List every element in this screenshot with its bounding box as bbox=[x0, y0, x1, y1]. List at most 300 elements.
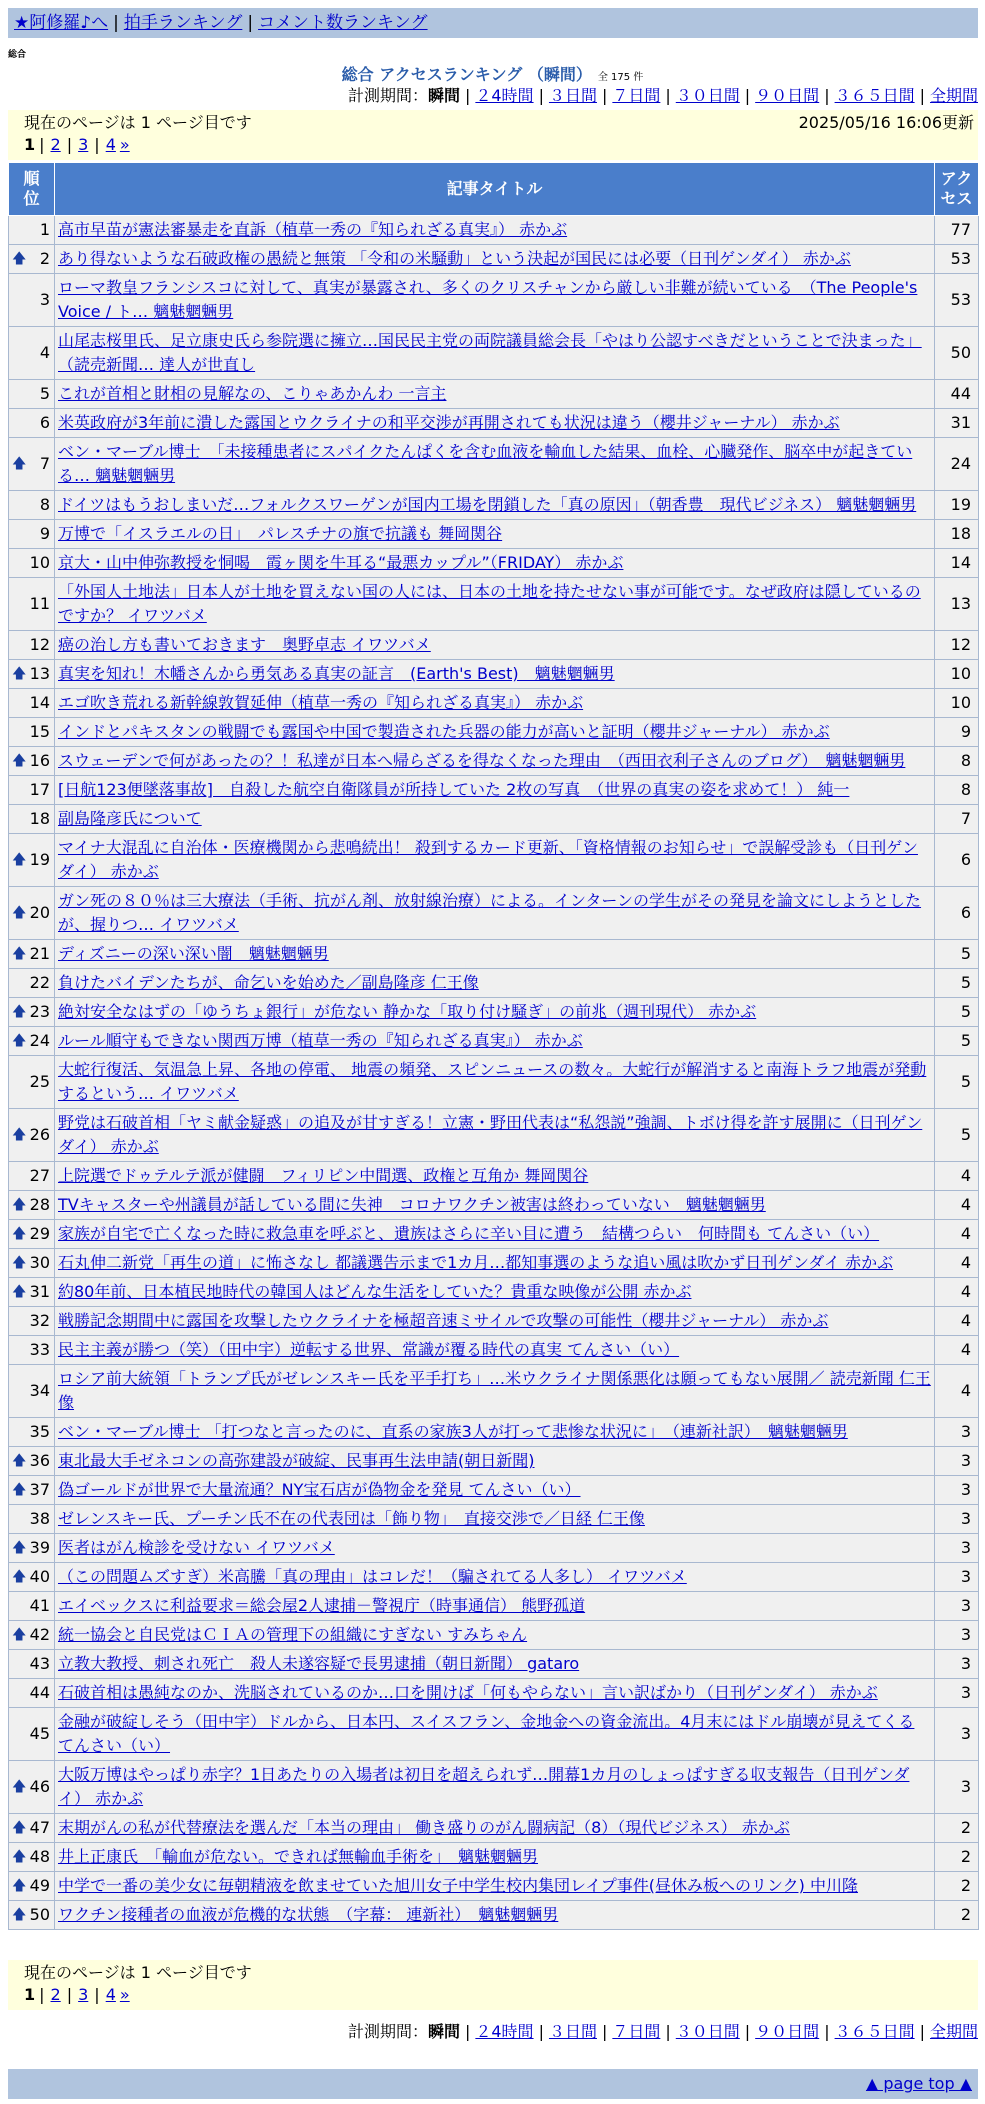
access-count: 19 bbox=[935, 491, 979, 520]
rank-number: 15 bbox=[29, 722, 50, 741]
access-count: 44 bbox=[935, 380, 979, 409]
title-cell bbox=[55, 1278, 935, 1307]
rank-cell bbox=[9, 1027, 55, 1056]
rank-cell bbox=[9, 747, 55, 776]
title-cell bbox=[55, 1901, 935, 1930]
article-link[interactable]: 戦勝記念期間中に露国を攻撃したウクライナを極超音速ミサイルで攻撃の可能性（櫻井ジャーナル） 赤かぶ bbox=[58, 1311, 829, 1330]
up-arrow-icon: 🡅 bbox=[12, 946, 27, 962]
table-row bbox=[9, 1476, 979, 1505]
access-count: 18 bbox=[935, 520, 979, 549]
title-cell bbox=[55, 1761, 935, 1814]
page-top-link[interactable]: ▲ page top ▲ bbox=[865, 2074, 972, 2093]
access-count: 3 bbox=[935, 1708, 979, 1761]
article-link[interactable]: ベン・マーブル博士 「打つなと言ったのに、直系の家族3人が打って悲惨な状況に」 （連新社訳） 魑魅魍魎男 bbox=[58, 1422, 848, 1441]
article-link[interactable]: ゼレンスキー氏、プーチン氏不在の代表団は「飾り物」 直接交渉で／日経 仁王像 bbox=[58, 1509, 645, 1528]
table-row bbox=[9, 1621, 979, 1650]
period-separator: | bbox=[464, 2022, 471, 2041]
access-count: 4 bbox=[935, 1162, 979, 1191]
article-link[interactable]: 大蛇行復活、気温急上昇、各地の停電、 地震の頻発、スピンニュースの数々。大蛇行が解消すると南海トラフ地震が発動するという… イワツバメ bbox=[58, 1060, 927, 1103]
up-arrow-icon: 🡅 bbox=[12, 1540, 27, 1556]
rank-cell bbox=[9, 380, 55, 409]
article-link[interactable]: ベン・マーブル博士 「未接種患者にスパイクたんぱくを含む血液を輸血した結果、血栓、心臓発作、脳卒中が起きている… 魑魅魍魎男 bbox=[58, 442, 913, 485]
article-link[interactable]: ガン死の８０％は三大療法（手術、抗がん剤、放射線治療）による。インターンの学生がその発見を論文にしようとしたが、握りつ… イワツバメ bbox=[58, 891, 922, 934]
access-count: 5 bbox=[935, 998, 979, 1027]
period-option-1[interactable]: ３日間 bbox=[548, 86, 597, 105]
rank-cell bbox=[9, 631, 55, 660]
title-cell bbox=[55, 1336, 935, 1365]
article-link[interactable]: 医者はがん検診を受けない イワツバメ bbox=[58, 1538, 335, 1557]
rank-number: 28 bbox=[29, 1195, 50, 1214]
top-nav-bar bbox=[8, 8, 978, 38]
rank-number: 31 bbox=[29, 1282, 50, 1301]
rank-number: 46 bbox=[29, 1777, 50, 1796]
article-link[interactable]: 万博で「イスラエルの日」 パレスチナの旗で抗議も 舞岡関谷 bbox=[58, 524, 503, 543]
up-arrow-icon: 🡅 bbox=[12, 1004, 27, 1020]
title-header: 記事タイトル bbox=[55, 163, 935, 216]
access-count: 13 bbox=[935, 578, 979, 631]
access-count: 2 bbox=[935, 1872, 979, 1901]
table-row bbox=[9, 409, 979, 438]
rank-number: 42 bbox=[29, 1625, 50, 1644]
period-selector bbox=[348, 2022, 978, 2042]
up-arrow-icon: 🡅 bbox=[12, 1569, 27, 1585]
period-label: 計測期間： bbox=[347, 86, 428, 105]
table-row bbox=[9, 438, 979, 491]
period-option-0[interactable]: ２4時間 bbox=[475, 2022, 534, 2041]
rank-cell bbox=[9, 327, 55, 380]
page-title: 総合 アクセスランキング （瞬間） bbox=[341, 65, 592, 84]
article-link[interactable]: 大阪万博はやっぱり赤字？1日あたりの入場者は初日を超えられず…開幕1カ月のしょっぱすぎる収支報告（日刊ゲンダイ） 赤かぶ bbox=[58, 1765, 910, 1808]
access-count: 5 bbox=[935, 1027, 979, 1056]
table-row bbox=[9, 689, 979, 718]
period-option-2[interactable]: ７日間 bbox=[612, 2022, 661, 2041]
rank-number: 32 bbox=[29, 1311, 50, 1330]
period-separator: | bbox=[744, 2022, 751, 2041]
title-cell bbox=[55, 887, 935, 940]
access-count: 5 bbox=[935, 940, 979, 969]
period-separator: | bbox=[538, 2022, 544, 2041]
article-link[interactable]: 野党は石破首相「ヤミ献金疑惑」の追及が甘すぎる！立憲・野田代表は“私怨説”強調、トボけ得を許す展開に（日刊ゲンダイ） 赤かぶ bbox=[58, 1113, 923, 1156]
rank-cell bbox=[9, 1476, 55, 1505]
rank-number: 13 bbox=[29, 664, 50, 683]
period-option-3[interactable]: ３０日間 bbox=[675, 86, 740, 105]
rank-cell bbox=[9, 887, 55, 940]
nav-separator: | bbox=[113, 13, 119, 33]
title-cell bbox=[55, 578, 935, 631]
rank-cell bbox=[9, 1307, 55, 1336]
access-count: 2 bbox=[935, 1901, 979, 1930]
title-cell bbox=[55, 998, 935, 1027]
table-row bbox=[9, 1592, 979, 1621]
access-count: 77 bbox=[935, 216, 979, 245]
pager-separator: | bbox=[66, 1985, 73, 2004]
rank-cell bbox=[9, 1563, 55, 1592]
article-link[interactable]: あり得ないような石破政権の愚続と無策 「令和の米騒動」という決起が国民には必要（日刊ゲンダイ） 赤かぶ bbox=[58, 249, 851, 268]
title-cell bbox=[55, 438, 935, 491]
period-option-0[interactable]: ２4時間 bbox=[475, 86, 534, 105]
rank-cell bbox=[9, 660, 55, 689]
article-link[interactable]: 金融が破綻しそう（田中宇）ドルから、日本円、スイスフラン、金地金への資金流出。4月末にはドル崩壊が見えてくる てんさい（い） bbox=[58, 1712, 915, 1755]
title-cell bbox=[55, 1679, 935, 1708]
rank-number: 43 bbox=[29, 1654, 50, 1673]
article-link[interactable]: TVキャスターや州議員が話している間に失神 コロナワクチン被害は終わっていない 魑魅魍魎男 bbox=[58, 1195, 766, 1214]
access-count: 2 bbox=[935, 1814, 979, 1843]
page-link-3[interactable]: 3 bbox=[78, 135, 89, 154]
article-link[interactable]: スウェーデンで何があったの？！私達が日本へ帰らざるを得なくなった理由 （西田衣利子さんのブログ） 魑魅魍魎男 bbox=[58, 751, 906, 770]
rank-number: 49 bbox=[29, 1876, 50, 1895]
article-link[interactable]: ローマ教皇フランシスコに対して、真実が暴露され、多くのクリスチャンから厳しい非難が続いている （The People's Voice / ト… 魑魅魍魎男 bbox=[58, 278, 918, 321]
article-link[interactable]: 米英政府が3年前に潰した露国とウクライナの和平交渉が再開されても状況は違う（櫻井ジャーナル） 赤かぶ bbox=[58, 413, 840, 432]
up-arrow-icon: 🡅 bbox=[12, 1033, 27, 1049]
table-header-row bbox=[9, 163, 979, 216]
access-count: 2 bbox=[935, 1843, 979, 1872]
period-option-5[interactable]: ３６５日間 bbox=[834, 2022, 915, 2041]
rank-cell bbox=[9, 969, 55, 998]
table-row bbox=[9, 1708, 979, 1761]
rank-number: 30 bbox=[29, 1253, 50, 1272]
rank-cell bbox=[9, 1843, 55, 1872]
rank-number: 27 bbox=[29, 1166, 50, 1185]
table-row bbox=[9, 1872, 979, 1901]
pager-separator: | bbox=[94, 135, 100, 154]
article-link[interactable]: 山尾志桜里氏、足立康史氏ら参院選に擁立…国民民主党の両院議員総会長「やはり公認すべきだということで決まった」（読売新聞… 達人が世直し bbox=[58, 331, 922, 374]
access-count: 4 bbox=[935, 1336, 979, 1365]
access-count: 6 bbox=[935, 887, 979, 940]
next-page-link[interactable]: » bbox=[119, 135, 130, 154]
table-row bbox=[9, 274, 979, 327]
period-label: 計測期間： bbox=[347, 2022, 428, 2041]
table-row bbox=[9, 1534, 979, 1563]
page-link-4[interactable]: 4 bbox=[105, 135, 116, 154]
title-cell bbox=[55, 969, 935, 998]
period-separator: | bbox=[464, 86, 471, 105]
article-link[interactable]: 上院選でドゥテルテ派が健闘 フィリピン中間選、政権と互角か 舞岡関谷 bbox=[58, 1166, 589, 1185]
table-row bbox=[9, 805, 979, 834]
table-row bbox=[9, 1901, 979, 1930]
article-link[interactable]: 東北最大手ゼネコンの高弥建設が破綻、民事再生法申請(朝日新聞) bbox=[58, 1451, 535, 1470]
rank-number: 29 bbox=[29, 1224, 50, 1243]
period-option-2[interactable]: ７日間 bbox=[612, 86, 661, 105]
rank-cell bbox=[9, 776, 55, 805]
page-info-text: 現在のページは 1 ページ目です bbox=[24, 1963, 252, 1982]
article-link[interactable]: マイナ大混乱に自治体・医療機関から悲鳴続出！ 殺到するカード更新、「資格情報のお知らせ」で誤解受診も（日刊ゲンダイ） 赤かぶ bbox=[58, 838, 918, 881]
rank-number: 14 bbox=[29, 693, 50, 712]
article-link[interactable]: （この問題ムズすぎ）米高騰「真の理由」はコレだ！（騙されてる人多し） イワツバメ bbox=[58, 1567, 687, 1586]
rank-number: 22 bbox=[29, 973, 50, 992]
access-count: 50 bbox=[935, 327, 979, 380]
up-arrow-icon: 🡅 bbox=[12, 1284, 27, 1300]
rank-cell bbox=[9, 998, 55, 1027]
table-row bbox=[9, 747, 979, 776]
rank-number: 7 bbox=[39, 454, 50, 473]
article-link[interactable]: 癌の治し方も書いておきます 奥野卓志 イワツバメ bbox=[58, 635, 431, 654]
period-option-1[interactable]: ３日間 bbox=[548, 2022, 597, 2041]
rank-number: 18 bbox=[29, 809, 50, 828]
access-count: 5 bbox=[935, 1109, 979, 1162]
rank-cell bbox=[9, 718, 55, 747]
article-link[interactable]: 「外国人土地法」日本人が土地を買えない国の人には、日本の土地を持たせない事が可能です。なぜ政府は隠しているのですか？ イワツバメ bbox=[58, 582, 921, 625]
period-option-6[interactable]: 全期間 bbox=[929, 86, 978, 105]
page-info-text: 現在のページは 1 ページ目です bbox=[24, 113, 252, 132]
table-row bbox=[9, 491, 979, 520]
rank-cell bbox=[9, 1505, 55, 1534]
article-link[interactable]: 統一協会と自民党はＣＩＡの管理下の組織にすぎない すみちゃん bbox=[58, 1625, 528, 1644]
title-cell bbox=[55, 631, 935, 660]
title-cell bbox=[55, 274, 935, 327]
rank-cell bbox=[9, 1336, 55, 1365]
article-link[interactable]: 京大・山中伸弥教授を恫喝 霞ヶ関を牛耳る“最悪カップル”（FRIDAY） 赤かぶ bbox=[58, 553, 624, 572]
pagination bbox=[24, 133, 962, 156]
rank-number: 8 bbox=[39, 495, 50, 514]
up-arrow-icon: 🡅 bbox=[12, 1627, 27, 1643]
rank-cell bbox=[9, 1191, 55, 1220]
rank-number: 45 bbox=[29, 1724, 50, 1743]
title-cell bbox=[55, 549, 935, 578]
article-link[interactable]: ディズニーの深い深い闇 魑魅魍魎男 bbox=[58, 944, 329, 963]
article-link[interactable]: エイベックスに利益要求＝総会屋2人逮捕－警視庁（時事通信） 熊野孤道 bbox=[58, 1596, 586, 1615]
table-row bbox=[9, 1447, 979, 1476]
page-info-top bbox=[8, 110, 978, 160]
period-separator: | bbox=[538, 86, 544, 105]
title-cell bbox=[55, 1592, 935, 1621]
page-link-2[interactable]: 2 bbox=[50, 135, 61, 154]
article-link[interactable]: ドイツはもうおしまいだ…フォルクスワーゲンが国内工場を閉鎖した「真の原因」（朝香豊 現代ビジネス） 魑魅魍魎男 bbox=[58, 495, 917, 514]
rank-cell bbox=[9, 1109, 55, 1162]
article-link[interactable]: エゴ吹き荒れる新幹線敦賀延伸（植草一秀の『知られざる真実』） 赤かぶ bbox=[58, 693, 584, 712]
article-link[interactable]: インドとパキスタンの戦闘でも露国や中国で製造された兵器の能力が高いと証明（櫻井ジャーナル） 赤かぶ bbox=[58, 722, 830, 741]
title-cell bbox=[55, 776, 935, 805]
current-page: 1 bbox=[24, 135, 36, 154]
title-cell bbox=[55, 1220, 935, 1249]
up-arrow-icon: 🡅 bbox=[12, 1197, 27, 1213]
access-count: 3 bbox=[935, 1761, 979, 1814]
title-cell bbox=[55, 216, 935, 245]
access-count: 4 bbox=[935, 1365, 979, 1418]
access-count: 4 bbox=[935, 1278, 979, 1307]
table-row bbox=[9, 327, 979, 380]
access-count: 3 bbox=[935, 1418, 979, 1447]
table-row bbox=[9, 1249, 979, 1278]
page-link-2[interactable]: 2 bbox=[50, 1985, 61, 2004]
title-cell bbox=[55, 380, 935, 409]
table-row bbox=[9, 1162, 979, 1191]
table-row bbox=[9, 1418, 979, 1447]
period-option-5[interactable]: ３６５日間 bbox=[834, 86, 915, 105]
rank-number: 47 bbox=[29, 1818, 50, 1837]
next-page-link[interactable]: » bbox=[119, 1985, 130, 2004]
home-link[interactable]: ★阿修羅♪へ bbox=[14, 13, 109, 33]
rank-cell bbox=[9, 1650, 55, 1679]
title-cell bbox=[55, 327, 935, 380]
rank-cell bbox=[9, 491, 55, 520]
applause-ranking-link[interactable]: 拍手ランキング bbox=[123, 13, 243, 33]
title-cell bbox=[55, 1872, 935, 1901]
title-cell bbox=[55, 940, 935, 969]
up-arrow-icon: 🡅 bbox=[12, 1878, 27, 1894]
access-count: 6 bbox=[935, 834, 979, 887]
rank-cell bbox=[9, 1220, 55, 1249]
ranking-title-block bbox=[0, 62, 985, 85]
bottom-bar bbox=[8, 2069, 978, 2099]
table-row bbox=[9, 1278, 979, 1307]
rank-cell bbox=[9, 1418, 55, 1447]
access-count: 3 bbox=[935, 1563, 979, 1592]
rank-cell bbox=[9, 1365, 55, 1418]
article-link[interactable]: 偽ゴールドが世界で大量流通？NY宝石店が偽物金を発見 てんさい（い） bbox=[58, 1480, 581, 1499]
page-link-4[interactable]: 4 bbox=[105, 1985, 116, 2004]
rank-cell bbox=[9, 1872, 55, 1901]
rank-number: 23 bbox=[29, 1002, 50, 1021]
access-count: 4 bbox=[935, 1220, 979, 1249]
table-row bbox=[9, 834, 979, 887]
pager-separator: | bbox=[39, 1985, 45, 2004]
access-count: 3 bbox=[935, 1679, 979, 1708]
page-link-3[interactable]: 3 bbox=[78, 1985, 89, 2004]
rank-number: 12 bbox=[29, 635, 50, 654]
title-cell bbox=[55, 1814, 935, 1843]
article-link[interactable]: 約80年前、日本植民地時代の韓国人はどんな生活をしていた？貴重な映像が公開 赤かぶ bbox=[58, 1282, 692, 1301]
period-option-4[interactable]: ９０日間 bbox=[755, 86, 820, 105]
access-count: 53 bbox=[935, 245, 979, 274]
table-row bbox=[9, 578, 979, 631]
rank-cell bbox=[9, 1534, 55, 1563]
rank-number: 4 bbox=[39, 343, 50, 362]
article-link[interactable]: 家族が自宅で亡くなった時に救急車を呼ぶと、遺族はさらに辛い目に遭う 結構つらい 何時間も てんさい（い） bbox=[58, 1224, 880, 1243]
access-count: 10 bbox=[935, 689, 979, 718]
period-option-6[interactable]: 全期間 bbox=[929, 2022, 978, 2041]
rank-cell bbox=[9, 1162, 55, 1191]
rank-number: 21 bbox=[29, 944, 50, 963]
table-row bbox=[9, 940, 979, 969]
period-option-4[interactable]: ９０日間 bbox=[755, 2022, 820, 2041]
title-cell bbox=[55, 491, 935, 520]
table-row bbox=[9, 1056, 979, 1109]
rank-number: 48 bbox=[29, 1847, 50, 1866]
title-cell bbox=[55, 245, 935, 274]
article-link[interactable]: 絶対安全なはずの「ゆうちょ銀行」が危ない 静かな「取り付け騒ぎ」の前兆（週刊現代） 赤かぶ bbox=[58, 1002, 757, 1021]
pagination bbox=[24, 1983, 962, 2006]
article-link[interactable]: 高市早苗が憲法審暴走を直訴（植草一秀の『知られざる真実』） 赤かぶ bbox=[58, 220, 568, 239]
article-link[interactable]: 末期がんの私が代替療法を選んだ「本当の理由」 働き盛りのがん闘病記（8）（現代ビジネス） 赤かぶ bbox=[58, 1818, 790, 1837]
table-row bbox=[9, 1505, 979, 1534]
table-row bbox=[9, 216, 979, 245]
access-count: 5 bbox=[935, 969, 979, 998]
rank-cell bbox=[9, 1761, 55, 1814]
article-link[interactable]: 副島隆彦氏について bbox=[58, 809, 202, 828]
comment-ranking-link[interactable]: コメント数ランキング bbox=[258, 13, 428, 33]
rank-number: 9 bbox=[39, 524, 50, 543]
rank-number: 39 bbox=[29, 1538, 50, 1557]
article-link[interactable]: これが首相と財相の見解なの、こりゃあかんわ 一言主 bbox=[58, 384, 447, 403]
article-link[interactable]: 真実を知れ！木幡さんから勇気ある真実の証言 (Earth's Best) 魑魅魍魎男 bbox=[58, 664, 615, 683]
table-row bbox=[9, 776, 979, 805]
rank-cell bbox=[9, 245, 55, 274]
rank-cell bbox=[9, 689, 55, 718]
up-arrow-icon: 🡅 bbox=[12, 666, 27, 682]
table-row bbox=[9, 718, 979, 747]
up-arrow-icon: 🡅 bbox=[12, 1482, 27, 1498]
period-separator: | bbox=[665, 2022, 671, 2041]
up-arrow-icon: 🡅 bbox=[12, 251, 27, 267]
rank-cell bbox=[9, 1621, 55, 1650]
title-cell bbox=[55, 805, 935, 834]
rank-cell bbox=[9, 1056, 55, 1109]
article-link[interactable]: ロシア前大統領「トランプ氏がゼレンスキー氏を平手打ち」…米ウクライナ関係悪化は願ってもない展開／ 読売新聞 仁王像 bbox=[58, 1369, 931, 1412]
table-row bbox=[9, 1761, 979, 1814]
rank-number: 41 bbox=[29, 1596, 50, 1615]
access-count: 3 bbox=[935, 1650, 979, 1679]
title-cell bbox=[55, 1191, 935, 1220]
rank-cell bbox=[9, 1901, 55, 1930]
title-cell bbox=[55, 1708, 935, 1761]
access-count: 10 bbox=[935, 660, 979, 689]
rank-number: 34 bbox=[29, 1381, 50, 1400]
article-link[interactable]: 石丸伸二新党「再生の道」に怖さなし 都議選告示まで1カ月…都知事選のような追い風は吹かず日刊ゲンダイ 赤かぶ bbox=[58, 1253, 894, 1272]
table-row bbox=[9, 1650, 979, 1679]
up-arrow-icon: 🡅 bbox=[12, 905, 27, 921]
rank-cell bbox=[9, 805, 55, 834]
rank-cell bbox=[9, 1249, 55, 1278]
title-cell bbox=[55, 1476, 935, 1505]
access-count: 8 bbox=[935, 776, 979, 805]
rank-number: 2 bbox=[39, 249, 50, 268]
title-cell bbox=[55, 718, 935, 747]
page-info-bottom bbox=[8, 1960, 978, 2010]
rank-number: 1 bbox=[39, 220, 50, 239]
table-row bbox=[9, 1814, 979, 1843]
table-row bbox=[9, 969, 979, 998]
title-cell bbox=[55, 834, 935, 887]
article-link[interactable]: ルール順守もできない関西万博（植草一秀の『知られざる真実』） 赤かぶ bbox=[58, 1031, 583, 1050]
article-link[interactable]: 中学で一番の美少女に毎朝精液を飲ませていた旭川女子中学生校内集団レイプ事件(昼休み板へのリンク) 中川隆 bbox=[58, 1876, 858, 1895]
article-link[interactable]: [日航123便墜落事故] 自殺した航空自衛隊員が所持していた 2枚の写真 （世界の真実の姿を求めて！） 純一 bbox=[58, 780, 850, 799]
rank-cell bbox=[9, 274, 55, 327]
title-cell bbox=[55, 520, 935, 549]
rank-cell bbox=[9, 1679, 55, 1708]
rank-number: 19 bbox=[29, 850, 50, 869]
access-count: 14 bbox=[935, 549, 979, 578]
table-row bbox=[9, 1843, 979, 1872]
article-link[interactable]: 立教大教授、刺され死亡 殺人未遂容疑で長男逮捕（朝日新聞） gataro bbox=[58, 1654, 580, 1673]
table-row bbox=[9, 1307, 979, 1336]
access-count: 5 bbox=[935, 1056, 979, 1109]
period-separator: | bbox=[744, 86, 751, 105]
rank-number: 11 bbox=[29, 594, 50, 613]
rank-number: 50 bbox=[29, 1905, 50, 1924]
title-cell bbox=[55, 689, 935, 718]
rank-cell bbox=[9, 940, 55, 969]
period-separator: | bbox=[665, 86, 671, 105]
table-row bbox=[9, 1563, 979, 1592]
period-option-3[interactable]: ３０日間 bbox=[675, 2022, 740, 2041]
table-row bbox=[9, 1220, 979, 1249]
article-link[interactable]: 負けたバイデンたちが、命乞いを始めた／副島隆彦 仁王像 bbox=[58, 973, 479, 992]
up-arrow-icon: 🡅 bbox=[12, 852, 27, 868]
rank-number: 40 bbox=[29, 1567, 50, 1586]
article-link[interactable]: 民主主義が勝つ（笑）（田中宇）逆転する世界、常識が覆る時代の真実 てんさい（い） bbox=[58, 1340, 680, 1359]
rank-number: 20 bbox=[29, 903, 50, 922]
access-header: アクセス bbox=[935, 163, 979, 216]
article-link[interactable]: ワクチン接種者の血液が危機的な状態 （字幕： 連新社） 魑魅魍魎男 bbox=[58, 1905, 559, 1924]
ranking-table-body bbox=[9, 216, 979, 1930]
article-link[interactable]: 石破首相は愚純なのか、洗脳されているのか…口を開けば「何もやらない」言い訳ばかり（日刊ゲンダイ） 赤かぶ bbox=[58, 1683, 878, 1702]
title-cell bbox=[55, 1365, 935, 1418]
period-separator: | bbox=[824, 2022, 830, 2041]
updated-timestamp: 2025/05/16 16:06更新 bbox=[798, 113, 974, 132]
article-link[interactable]: 井上正康氏 「輸血が危ない。できれば無輸血手術を」 魑魅魍魎男 bbox=[58, 1847, 539, 1866]
title-cell bbox=[55, 1563, 935, 1592]
item-count: 全 175 件 bbox=[597, 72, 644, 83]
